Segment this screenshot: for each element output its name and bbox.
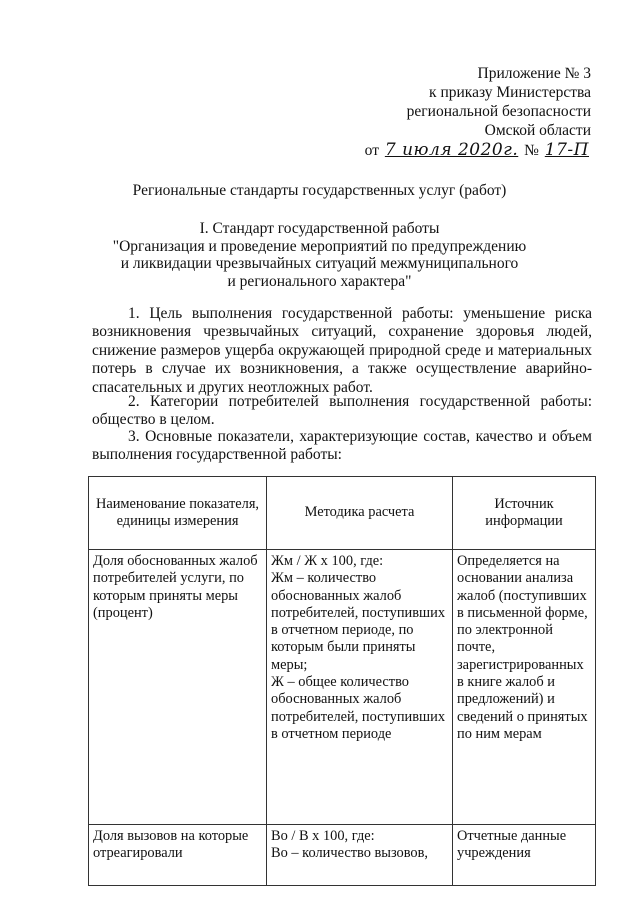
table-cell xyxy=(89,825,267,886)
table-cell xyxy=(453,550,596,825)
appendix-number: Приложение № 3 xyxy=(477,65,591,82)
table-row xyxy=(89,550,596,825)
appendix-order-ref: к приказу Министерства xyxy=(429,84,591,101)
table-cell xyxy=(89,550,267,825)
header-information-source: Источник информации xyxy=(453,477,596,550)
table-cell xyxy=(267,825,453,886)
paragraph-goal: 1. Цель выполнения государственной работы: уменьшение риска возникновения чрезвычайных ситуаций, сохранение здоровья людей, снижение размеров ущерба окружающей природной среде и материальных потерь в случае их возникновения, а также осуществление аварийно-спасательных и других неотложных работ. xyxy=(92,305,592,396)
cell-text: Во / В х 100, где: Во – количество вызовов, xyxy=(271,828,429,862)
paragraph-consumers: 2. Категории потребителей выполнения государственной работы: общество в целом. xyxy=(92,393,592,429)
table-header-row xyxy=(89,477,596,550)
section-title-line: и регионального характера" xyxy=(227,272,412,290)
order-date-line xyxy=(365,141,591,160)
cell-text: Доля обоснованных жалоб потребителей услуги, по которым приняты меры (процент) xyxy=(93,553,258,621)
table-cell xyxy=(453,825,596,886)
appendix-region: Омской области xyxy=(484,122,591,139)
section-title-line: и ликвидации чрезвычайных ситуаций межмуниципального xyxy=(120,255,519,272)
paragraph-indicators: 3. Основные показатели, характеризующие состав, качество и объем выполнения государственной работы: xyxy=(92,428,592,464)
cell-text: Отчетные данные учреждения xyxy=(457,828,567,862)
section-title xyxy=(60,220,579,290)
section-title-line: I. Стандарт государственной работы xyxy=(199,220,440,237)
appendix-header xyxy=(365,64,591,160)
handwritten-date: 7 июля 2020г. xyxy=(384,140,519,160)
appendix-ministry: региональной безопасности xyxy=(406,103,591,120)
cell-text: Определяется на основании анализа жалоб (поступивших в письменной форме, по электронной почте, зарегистрированных в книге жалоб и предложений) и сведений о принятых по ним мерам xyxy=(457,553,588,742)
cell-text: Жм / Ж х 100, где: Жм – количество обоснованных жалоб потребителей, поступивших в отчетном периоде, по которым были приняты меры; Ж – общее количество обоснованных жалоб потребителей, поступивших в отчетном периоде xyxy=(271,553,446,742)
indicators-table xyxy=(88,476,596,886)
section-title-line: "Организация и проведение мероприятий по предупреждению xyxy=(112,237,527,255)
header-indicator-name: Наименование показателя, единицы измерения xyxy=(89,477,267,550)
cell-text: Доля вызовов на которые отреагировали xyxy=(93,828,249,862)
table-row xyxy=(89,825,596,886)
order-prefix: от xyxy=(364,142,379,159)
handwritten-order-number: 17-П xyxy=(544,140,589,160)
table-cell xyxy=(267,550,453,825)
header-calculation-method: Методика расчета xyxy=(267,477,453,550)
order-number-label: № xyxy=(524,142,539,159)
document-title: Региональные стандарты государственных услуг (работ) xyxy=(132,182,507,199)
